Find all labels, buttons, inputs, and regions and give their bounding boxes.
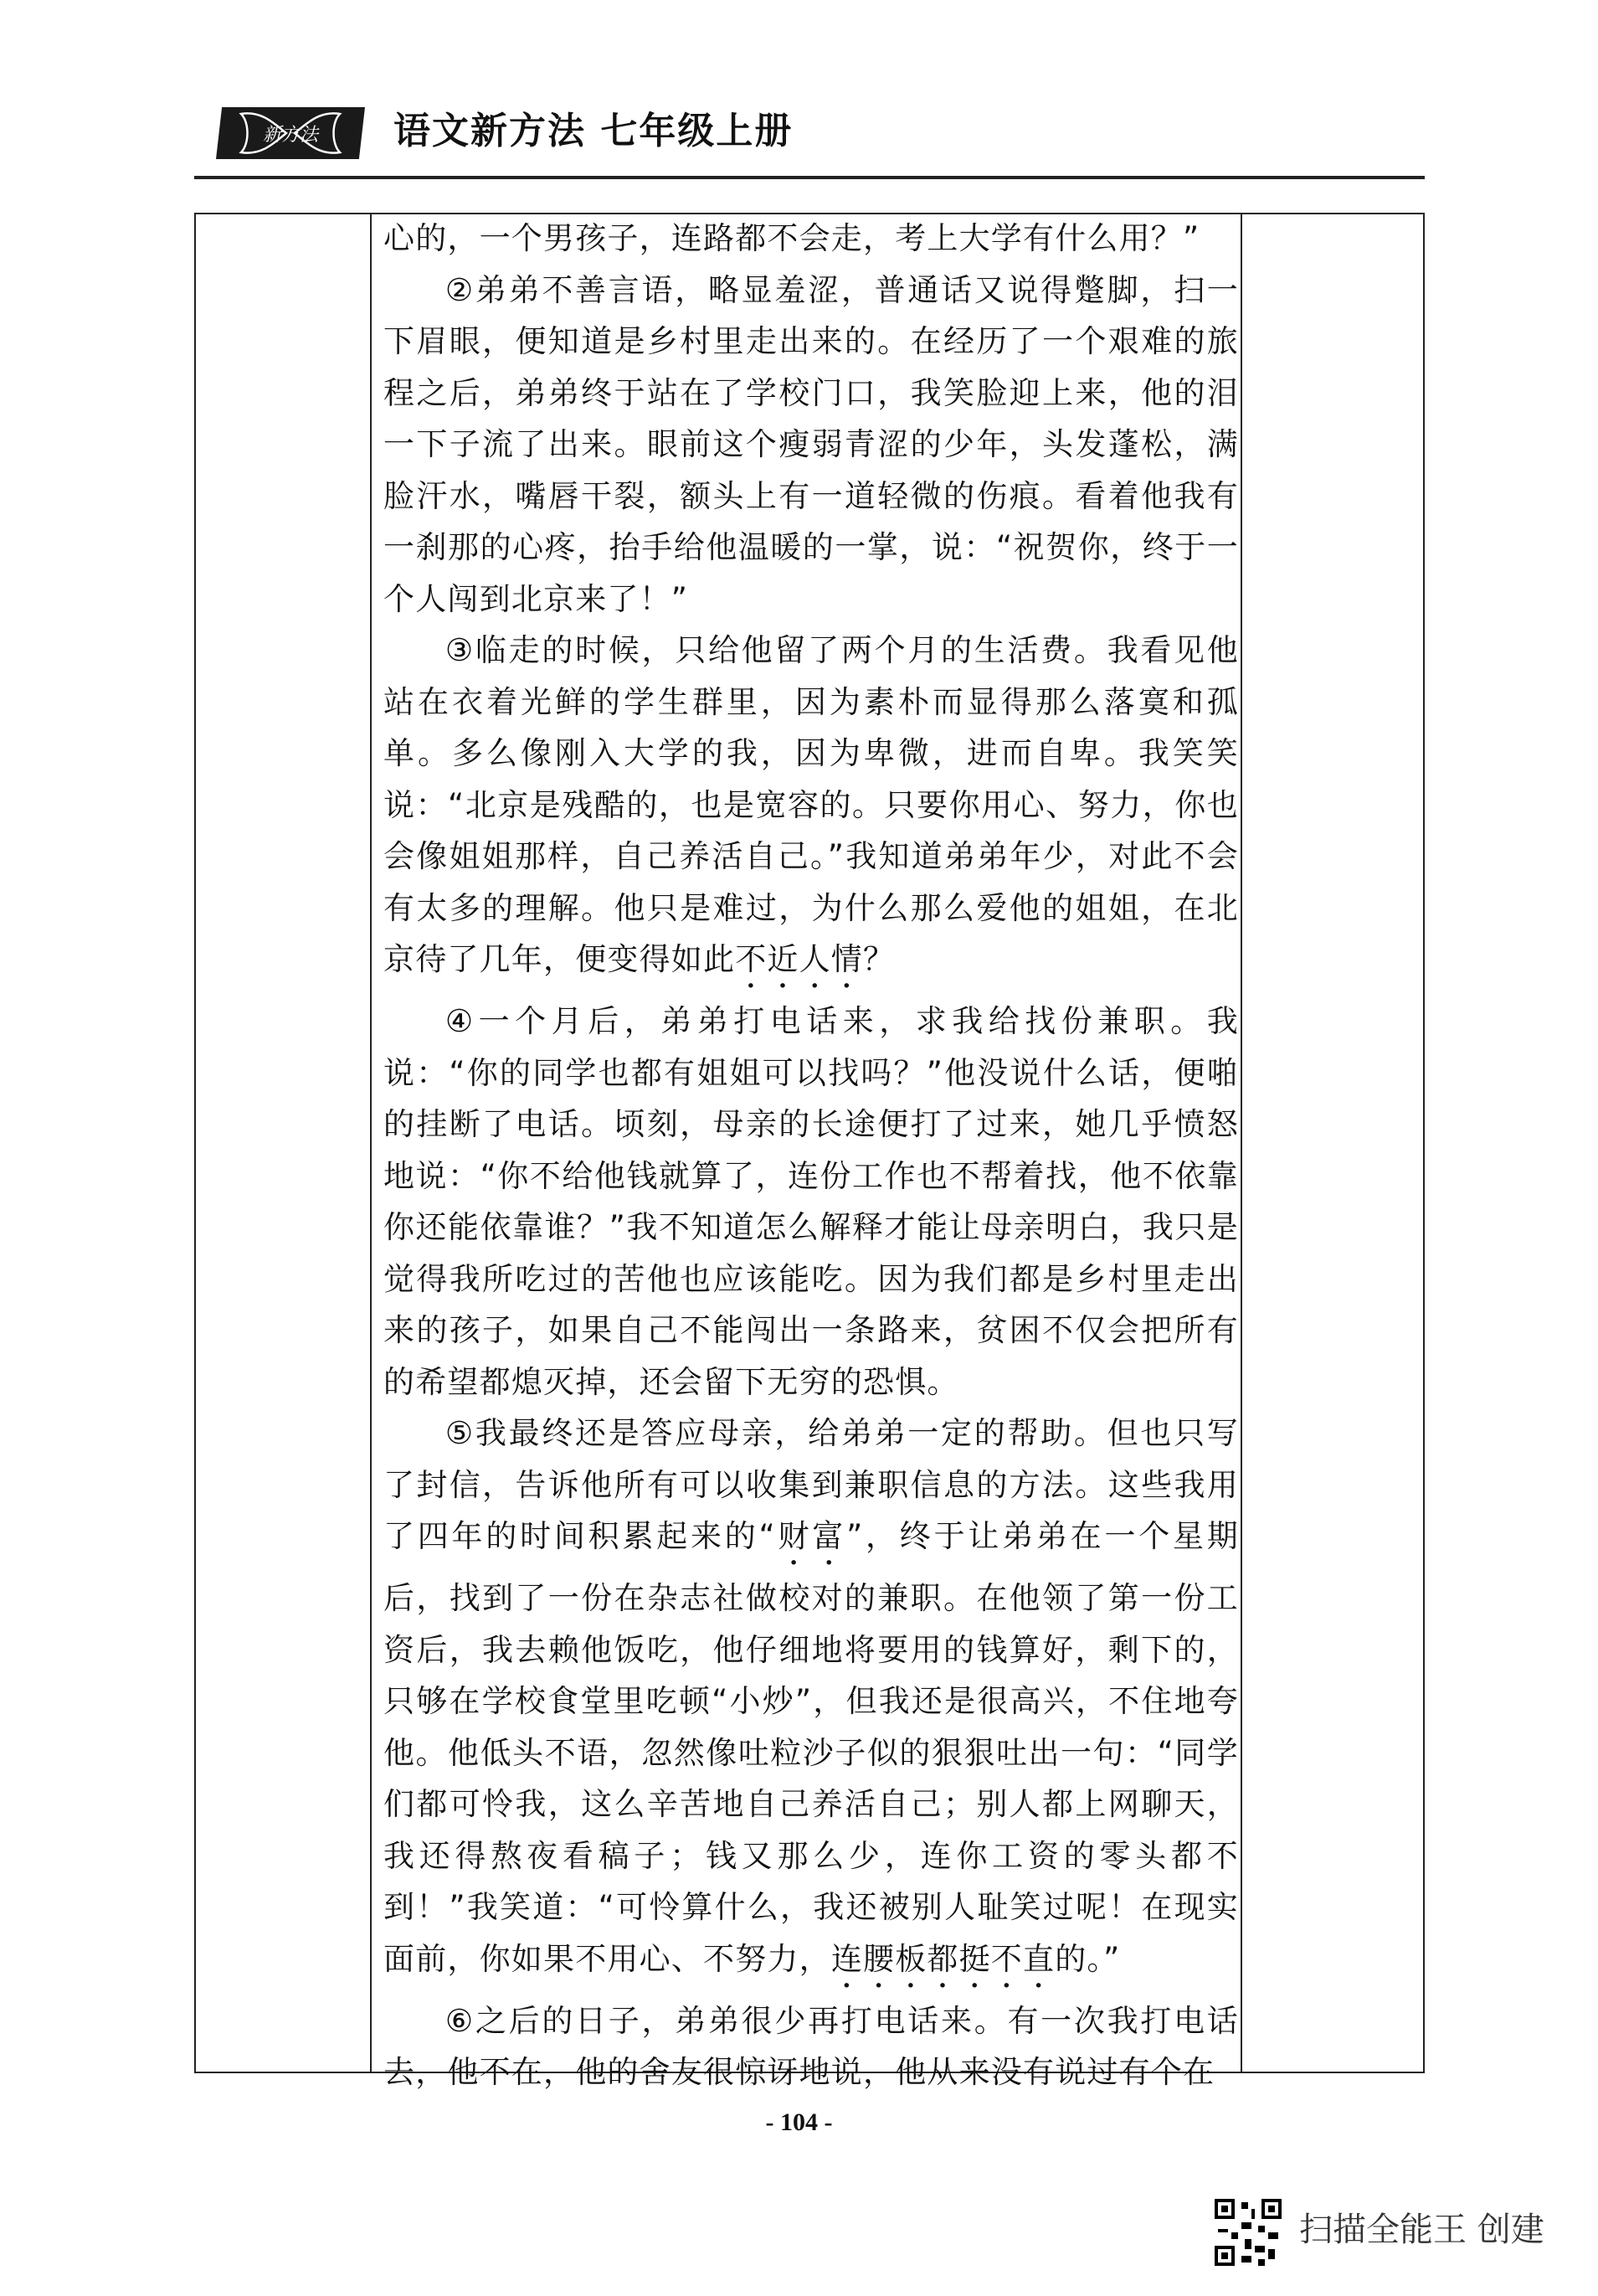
table-column-divider-left xyxy=(370,213,372,2073)
page-number: - 104 - xyxy=(765,2108,833,2136)
butterfly-logo-icon xyxy=(216,107,365,159)
paragraph-2: ②弟弟不善言语，略显羞涩，普通话又说得蹩脚，扫一下眉眼，便知道是乡村里走出来的。在经历了一个艰难的旅程之后，弟弟终于站在了学校门口，我笑脸迎上来，他的泪一下子流了出来。眼前这个瘦弱青涩的少年，头发蓬松，满脸汗水，嘴唇干裂，额头上有一道轻微的伤痕。看着他我有一刹那的心疼，抬手给他温暖的一掌，说：“祝贺你，终于一个人闯到北京来了！” xyxy=(383,271,1239,617)
book-logo xyxy=(216,107,365,159)
svg-text:新方法: 新方法 xyxy=(262,125,319,146)
paragraph-6: ⑥之后的日子，弟弟很少再打电话来。有一次我打电话去，他不在，他的舍友很惊讶地说，他从来没有说过有个在 xyxy=(383,2002,1239,2090)
emphasized-phrase: 财富 xyxy=(775,1518,847,1554)
book-title: 语文新方法 七年级上册 xyxy=(393,110,794,152)
paragraph-5: ⑤我最终还是答应母亲，给弟弟一定的帮助。但也只写了封信，告诉他所有可以收集到兼职信息的方法。这些我用了四年的时间积累起来的“财富”，终于让弟弟在一个星期后，找到了一份在杂志社做校对的兼职。在他领了第一份工资后，我去赖他饭吃，他仔细地将要用的钱算好，剩下的，只够在学校食堂里吃顿“小炒”，但我还是很高兴，不住地夸他。他低头不语，忽然像吐粒沙子似的狠狠吐出一句：“同学们都可怜我，这么辛苦地自己养活自己；别人都上网聊天，我还得熬夜看稿子；钱又那么少，连你工资的零头都不到！”我笑道：“可怜算什么，我还被别人耻笑过呢！在现实面前，你如果不用心、不努力，连腰板都挺不直的。” xyxy=(383,1415,1239,1977)
emphasized-phrase: 不近人情 xyxy=(735,941,864,977)
paragraph-3: ③临走的时候，只给他留了两个月的生活费。我看见他站在衣着光鲜的学生群里，因为素朴而显得那么落寞和孤单。多么像刚入大学的我，因为卑微，进而自卑。我笑笑说：“北京是残酷的，也是宽容的。只要你用心、努力，你也会像姐姐那样，自己养活自己。”我知道弟弟年少，对此不会有太多的理解。他只是难过，为什么那么爱他的姐姐，在北京待了几年，便变得如此不近人情？ xyxy=(383,632,1239,977)
table-column-divider-right xyxy=(1241,213,1242,2073)
header-divider xyxy=(194,176,1425,179)
emphasized-phrase: 连腰板都挺不直 xyxy=(830,1940,1056,1977)
scanner-watermark: 扫描全能王 创建 xyxy=(1299,2211,1544,2249)
paragraph-4: ④一个月后，弟弟打电话来，求我给找份兼职。我说：“你的同学也都有姐姐可以找吗？”他没说什么话，便啪的挂断了电话。顷刻，母亲的长途便打了过来，她几乎愤怒地说：“你不给他钱就算了，连份工作也不帮着找，他不依靠你还能依靠谁？”我不知道怎么解释才能让母亲明白，我只是觉得我所吃过的苦他也应该能吃。因为我们都是乡村里走出来的孩子，如果自己不能闯出一条路来，贫困不仅会把所有的希望都熄灭掉，还会留下无穷的恐惧。 xyxy=(383,1003,1239,1400)
passage-text xyxy=(383,213,1239,2098)
qr-code-icon xyxy=(1211,2196,1285,2269)
paragraph-1-continued: 心的，一个男孩子，连路都不会走，考上大学有什么用？” xyxy=(383,220,1200,256)
